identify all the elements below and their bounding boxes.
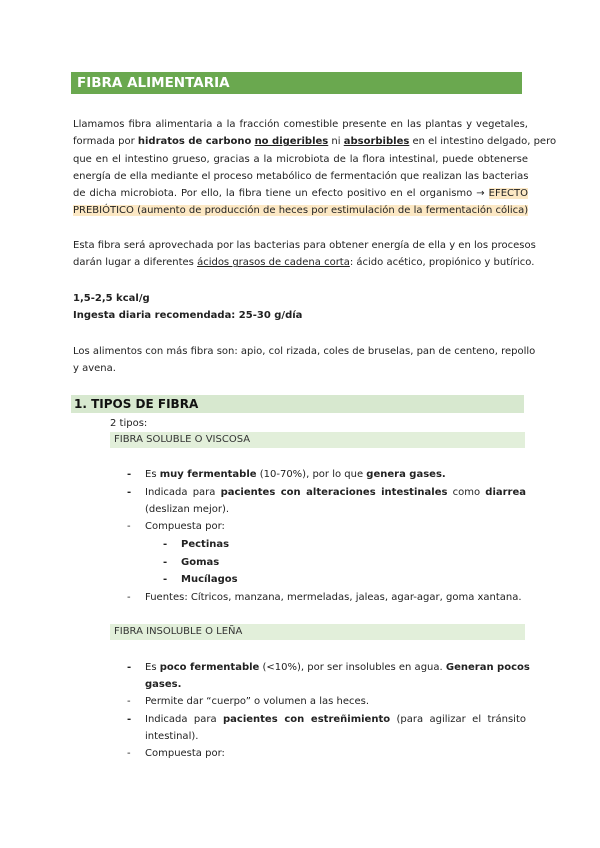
bullet-dash: - (127, 662, 132, 673)
insoluble-bullet-2: Permite dar “cuerpo” o volumen a las heces. (145, 696, 370, 707)
bullet-dash: - (127, 521, 131, 532)
intro-line-1: Llamamos fibra alimentaria a la fracción comestible presente en las plantas y vegetales, (73, 119, 528, 130)
soluble-bullet-3: Compuesta por: (145, 521, 225, 532)
bullet-dash: - (127, 748, 131, 759)
soluble-bullet-2: Indicada para pacientes con alteraciones intestinales como diarrea (deslizan mejor). (145, 487, 527, 515)
intro-paragraph (73, 116, 557, 220)
sub-item-gomas: Gomas (181, 557, 220, 568)
intro-line-4: energía de ella mediante el proceso metabólico de fermentación que realizan las bacterias (73, 170, 529, 182)
intro-line-6: PREBIÓTICO (aumento de producción de heces por estimulación de la fermentación cólica) (73, 205, 529, 217)
insoluble-bullet-3: Indicada para pacientes con estreñimiento (para agilizar el tránsito intestinal). (145, 714, 526, 742)
daily-intake: Ingesta diaria recomendada: 25-30 g/día (73, 310, 303, 321)
section-heading: 1. TIPOS DE FIBRA (71, 395, 524, 413)
bullet-dash: - (127, 487, 132, 498)
intro-line-2: formada por hidratos de carbono no digeribles ni absorbibles en el intestino delgado, pero (73, 136, 557, 148)
sub-bullet-dash: - (163, 574, 168, 585)
sub-item-mucilagos: Mucílagos (181, 574, 238, 585)
sub-item-pectinas: Pectinas (181, 539, 230, 550)
soluble-bullet-4: Fuentes: Cítricos, manzana, mermeladas, jaleas, agar-agar, goma xantana. (145, 592, 522, 603)
foods-line-2: y avena. (73, 363, 116, 375)
bacteria-line-1: Esta fibra será aprovechada por las bacterias para obtener energía de ella y en los procesos (73, 240, 536, 251)
sub-bullet-dash: - (163, 539, 168, 550)
soluble-header: FIBRA SOLUBLE O VISCOSA (110, 432, 525, 448)
intro-line-5: de dicha microbiota. Por ello, la fibra tiene un efecto positivo en el organismo → EFECTO (73, 188, 528, 200)
bullet-dash: - (127, 696, 131, 707)
foods-line-1: Los alimentos con más fibra son: apio, col rizada, coles de bruselas, pan de centeno, repollo (73, 346, 536, 357)
soluble-bullet-1: Es muy fermentable (10-70%), por lo que genera gases. (145, 469, 446, 480)
foods-paragraph (73, 343, 536, 378)
kcal-value: 1,5-2,5 kcal/g (73, 293, 150, 304)
sub-bullet-dash: - (163, 557, 168, 568)
bacteria-paragraph (73, 237, 536, 272)
bullet-dash: - (127, 469, 132, 480)
insoluble-bullet-4: Compuesta por: (145, 748, 225, 759)
intro-line-3: que en el intestino grueso, gracias a la microbiota de la flora intestinal, puede obtenerse (73, 153, 528, 165)
bullet-dash: - (127, 714, 132, 725)
bullet-dash: - (127, 592, 131, 603)
document-title: FIBRA ALIMENTARIA (71, 72, 522, 94)
bacteria-line-2: darán lugar a diferentes ácidos grasos de cadena corta: ácido acético, propiónico y butírico. (73, 257, 535, 269)
insoluble-header: FIBRA INSOLUBLE O LEÑA (110, 624, 525, 640)
insoluble-bullet-1: Es poco fermentable (<10%), por ser insolubles en agua. Generan pocos gases. (145, 662, 530, 690)
types-intro: 2 tipos: (110, 418, 148, 429)
